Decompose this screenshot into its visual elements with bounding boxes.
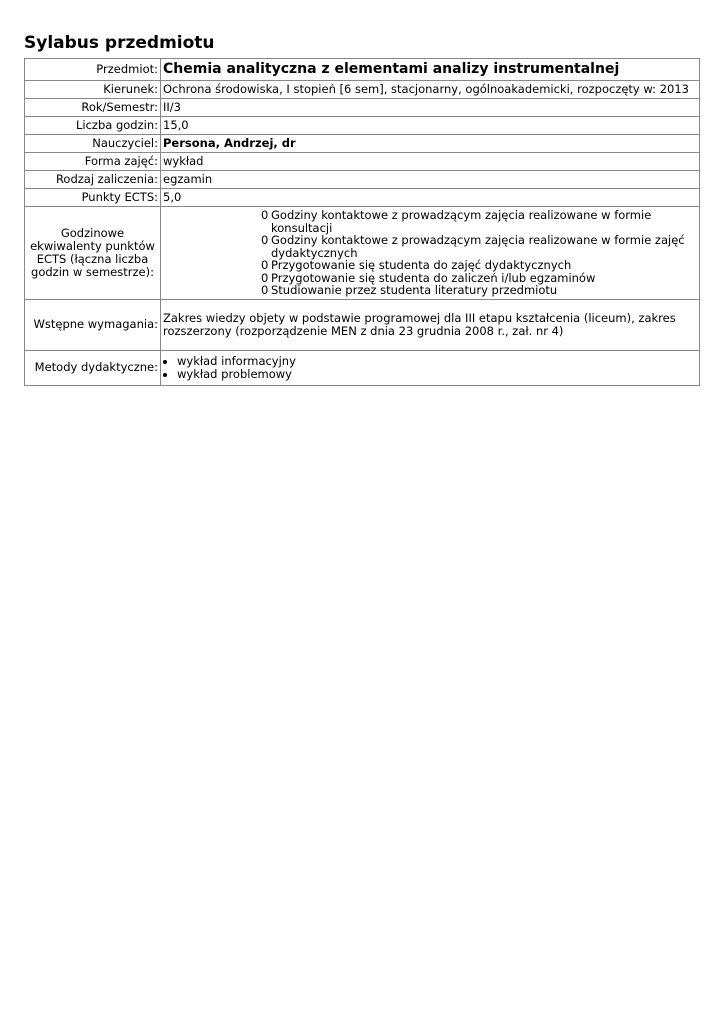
hours-label: Liczba godzin: [25, 117, 161, 135]
ects-hours-item [261, 284, 697, 297]
ects-hours-item [261, 234, 697, 259]
row-ects-hours [25, 207, 700, 300]
ects-hours-count: 0 [261, 283, 269, 297]
ects-hours-description: Przygotowanie się studenta do zaliczeń i/lub egzaminów [271, 270, 596, 285]
form-label: Forma zajęć: [25, 153, 161, 171]
form-value: wykład [161, 153, 700, 171]
row-field [25, 81, 700, 99]
year-semester-value: II/3 [161, 99, 700, 117]
row-methods [25, 350, 700, 385]
year-semester-label: Rok/Semestr: [25, 99, 161, 117]
requirements-label: Wstępne wymagania: [25, 299, 161, 350]
field-value: Ochrona środowiska, I stopień [6 sem], stacjonarny, ogólnoakademicki, rozpoczęty w: 2013 [161, 81, 700, 99]
ects-hours-item [261, 259, 697, 272]
methods-value [161, 350, 700, 385]
ects-hours-count: 0 [261, 233, 269, 247]
row-subject [25, 59, 700, 81]
row-year-semester [25, 99, 700, 117]
methods-label: Metody dydaktyczne: [25, 350, 161, 385]
row-hours [25, 117, 700, 135]
subject-value: Chemia analityczna z elementami analizy instrumentalnej [161, 59, 700, 81]
assessment-value: egzamin [161, 171, 700, 189]
methods-item: • wykład informacyjny [177, 355, 697, 368]
ects-hours-count: 0 [261, 208, 269, 222]
ects-hours-count: 0 [261, 258, 269, 272]
methods-item: • wykład problemowy [177, 368, 697, 381]
syllabus-table [24, 58, 700, 386]
assessment-label: Rodzaj zaliczenia: [25, 171, 161, 189]
row-assessment [25, 171, 700, 189]
teacher-label: Nauczyciel: [25, 135, 161, 153]
requirements-value: Zakres wiedzy objety w podstawie programowej dla III etapu kształcenia (liceum), zakres rozszerzony (rozporządzenie MEN z dnia 23 grudnia 2008 r., zał. nr 4) [161, 299, 700, 350]
hours-value: 15,0 [161, 117, 700, 135]
ects-hours-value [161, 207, 700, 300]
methods-list [163, 355, 697, 381]
ects-hours-item [261, 209, 697, 234]
ects-hours-count: 0 [261, 270, 269, 285]
row-requirements [25, 299, 700, 350]
ects-hours-description: Godziny kontaktowe z prowadzącym zajęcia realizowane w formie konsultacji [271, 208, 652, 235]
teacher-value: Persona, Andrzej, dr [161, 135, 700, 153]
ects-points-value: 5,0 [161, 189, 700, 207]
ects-hours-description: Studiowanie przez studenta literatury przedmiotu [271, 283, 558, 297]
ects-hours-label: Godzinowe ekwiwalenty punktów ECTS (łączna liczba godzin w semestrze): [25, 207, 161, 300]
ects-hours-list [163, 209, 697, 297]
field-label: Kierunek: [25, 81, 161, 99]
row-teacher [25, 135, 700, 153]
subject-label: Przedmiot: [25, 59, 161, 81]
row-ects-points [25, 189, 700, 207]
page-title: Sylabus przedmiotu [24, 33, 215, 53]
row-form [25, 153, 700, 171]
ects-hours-description: Godziny kontaktowe z prowadzącym zajęcia realizowane w formie zajęć dydaktycznych [271, 233, 685, 260]
ects-points-label: Punkty ECTS: [25, 189, 161, 207]
ects-hours-description: Przygotowanie się studenta do zajęć dydaktycznych [271, 258, 572, 272]
